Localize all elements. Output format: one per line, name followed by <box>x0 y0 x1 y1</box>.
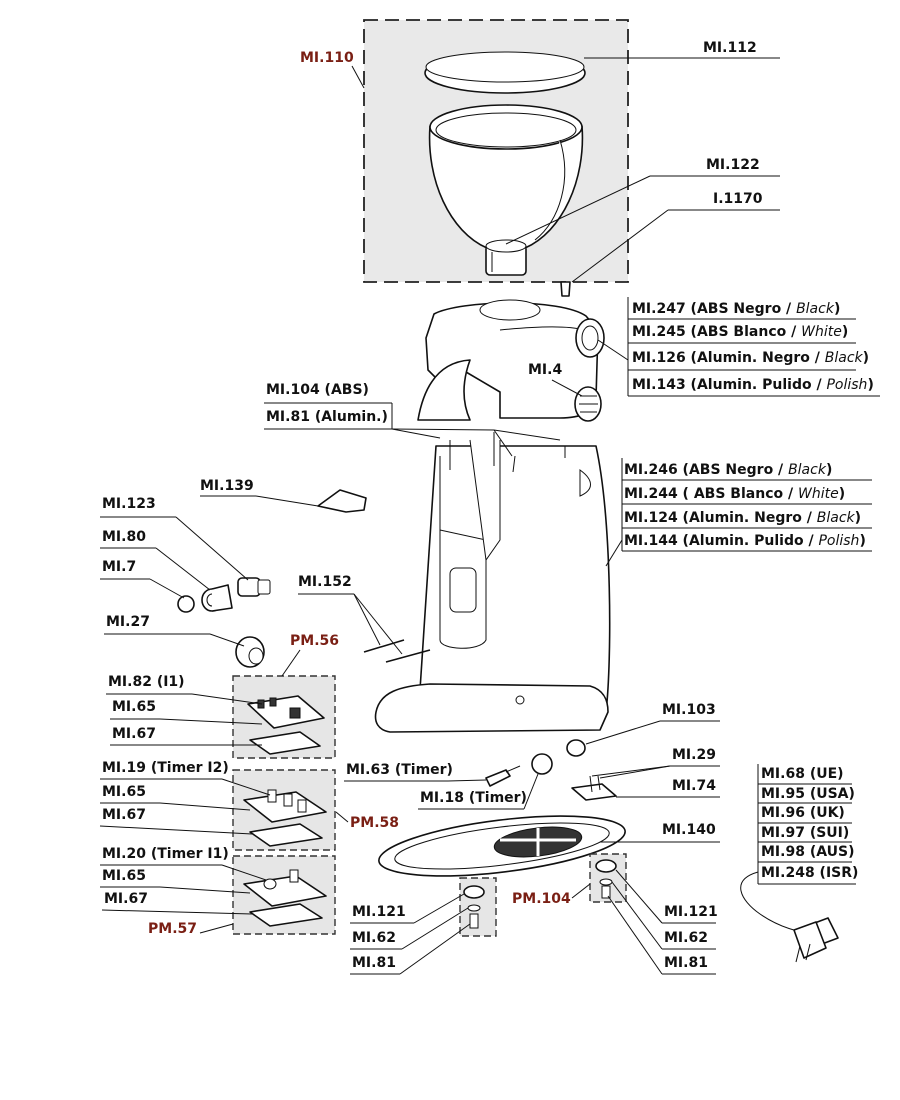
label-mi74: MI.74 <box>672 778 716 794</box>
lower-body-variant-list <box>606 458 872 566</box>
switch-mi123 <box>238 578 270 596</box>
label-mi19: MI.19 (Timer I2) <box>102 760 229 776</box>
upper-body-item-2: MI.126 (Alumin. Negro / Black) <box>632 350 870 366</box>
label-mi121-right: MI.121 <box>664 904 718 920</box>
label-mi67-c: MI.67 <box>104 891 148 907</box>
timer-knob-mi18 <box>532 754 552 774</box>
lower-body <box>376 440 610 732</box>
power-cord-item-1: MI.95 (USA) <box>761 786 855 802</box>
upper-body-item-0: MI.247 (ABS Negro / Black) <box>632 301 841 317</box>
label-mi65-a: MI.65 <box>112 699 156 715</box>
label-mi63: MI.63 (Timer) <box>346 762 453 778</box>
label-mi103: MI.103 <box>662 702 716 718</box>
label-mi7: MI.7 <box>102 559 137 575</box>
label-mi67-b: MI.67 <box>102 807 146 823</box>
group-label-pm57: PM.57 <box>148 921 197 937</box>
label-mi81-left: MI.81 <box>352 955 396 971</box>
label-mi80: MI.80 <box>102 529 146 545</box>
label-mi104: MI.104 (ABS) <box>266 382 369 398</box>
chute-part-mi139 <box>318 490 366 512</box>
label-mi4: MI.4 <box>528 362 563 378</box>
bushing-mi80 <box>202 585 232 611</box>
label-mi82: MI.82 (I1) <box>108 674 185 690</box>
label-mi123: MI.123 <box>102 496 156 512</box>
power-cord <box>741 872 838 962</box>
label-mi65-b: MI.65 <box>102 784 146 800</box>
label-mi20: MI.20 (Timer I1) <box>102 846 229 862</box>
grind-dial <box>576 319 604 357</box>
hopper-gate <box>486 240 526 275</box>
label-mi62-right: MI.62 <box>664 930 708 946</box>
plate-mi74 <box>572 776 616 800</box>
label-mi62-left: MI.62 <box>352 930 396 946</box>
screw-i1170 <box>561 282 570 296</box>
power-cord-item-5: MI.248 (ISR) <box>761 865 859 881</box>
upper-body-item-3: MI.143 (Alumin. Pulido / Polish) <box>632 377 874 393</box>
label-mi122: MI.122 <box>706 157 760 173</box>
lower-body-item-1: MI.244 ( ABS Blanco / White) <box>624 486 846 502</box>
label-mi152: MI.152 <box>298 574 352 590</box>
upper-body <box>418 300 598 420</box>
label-mi27: MI.27 <box>106 614 150 630</box>
label-mi121-left: MI.121 <box>352 904 406 920</box>
group-label-pm56: PM.56 <box>290 633 339 649</box>
power-cord-item-0: MI.68 (UE) <box>761 766 844 782</box>
label-mi65-c: MI.65 <box>102 868 146 884</box>
label-mi29: MI.29 <box>672 747 716 763</box>
timer-shaft-mi63 <box>486 766 520 786</box>
group-label-pm104: PM.104 <box>512 891 571 907</box>
pins-mi152 <box>364 640 430 662</box>
label-mi139: MI.139 <box>200 478 254 494</box>
group-label-hopper: MI.110 <box>300 50 354 66</box>
upper-body-variant-list <box>598 297 880 396</box>
upper-body-item-1: MI.245 (ABS Blanco / White) <box>632 324 849 340</box>
lower-body-item-0: MI.246 (ABS Negro / Black) <box>624 462 833 478</box>
power-cord-item-3: MI.97 (SUI) <box>761 825 850 841</box>
label-mi140: MI.140 <box>662 822 716 838</box>
button-mi27 <box>236 637 264 667</box>
label-mi81-right: MI.81 <box>664 955 708 971</box>
label-mi18: MI.18 (Timer) <box>420 790 527 806</box>
adjust-knob <box>575 387 601 421</box>
label-mi67-a: MI.67 <box>112 726 156 742</box>
button-mi7 <box>178 596 194 612</box>
label-i1170: I.1170 <box>713 191 763 207</box>
lower-body-item-2: MI.124 (Alumin. Negro / Black) <box>624 510 862 526</box>
power-cord-item-2: MI.96 (UK) <box>761 805 845 821</box>
cap-mi103 <box>567 740 585 756</box>
lower-body-item-3: MI.144 (Alumin. Pulido / Polish) <box>624 533 866 549</box>
group-label-pm58: PM.58 <box>350 815 399 831</box>
label-mi112: MI.112 <box>703 40 757 56</box>
hopper-lid <box>425 52 585 93</box>
power-cord-list <box>758 764 858 884</box>
power-cord-item-4: MI.98 (AUS) <box>761 844 855 860</box>
label-mi81-alumin: MI.81 (Alumin.) <box>266 409 388 425</box>
